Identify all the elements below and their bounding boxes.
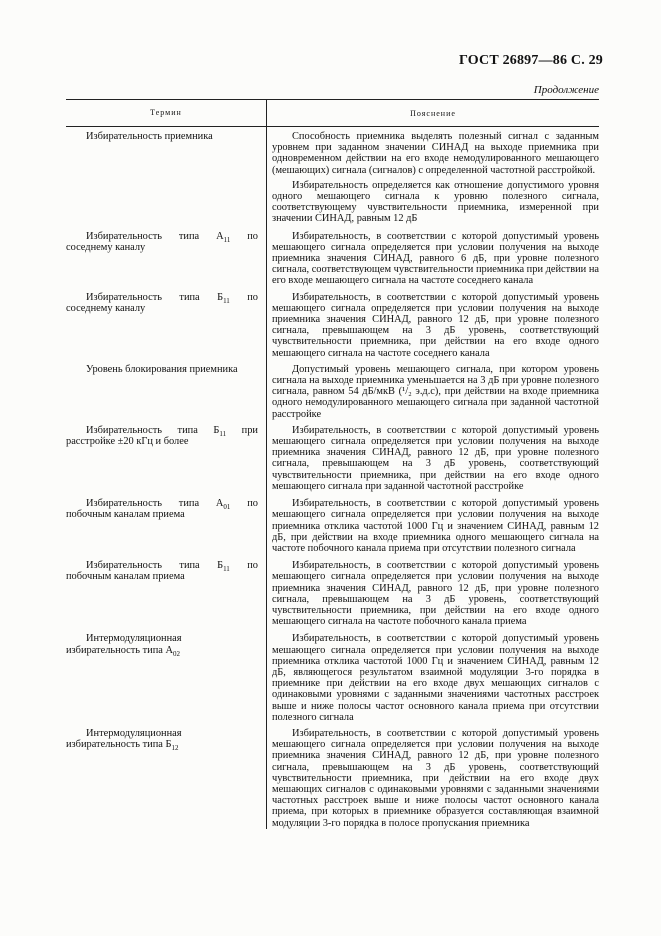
term-cell [66, 633, 266, 723]
column-header-term: Термин [66, 100, 267, 126]
term-name: Избирательность типа А [86, 230, 224, 242]
term-text [66, 498, 258, 520]
term-cell [66, 131, 266, 225]
explanation-paragraph: Допустимый уровень мешающего сигнала, при котором уровень сигнала на выходе приемника уменьшается на 3 дБ при уровне полезного сигнала, равном 54 дБ/мкВ (¹/₂ э.д.с), при действии на входе приемника одного немодулированного мешающего сигнала при заданной частотной расстройке [272, 363, 599, 420]
term-name: Уровень блокирования приемника [86, 363, 238, 375]
explanation-cell [266, 425, 599, 492]
explanation-paragraph: Избирательность, в соответствии с которой допустимый уровень мешающего сигнала определяется при условии получения на выходе приемника значения СИНАД, равного 12 дБ, при уровне полезного сигнала, превышающем на 3 дБ уровень, соответствующий чувствительности приемника, при действии на его входе одного мешающего сигнала на частоте соседнего канала [272, 291, 599, 359]
term-text [66, 131, 258, 142]
term-cell [66, 728, 266, 829]
table-row [66, 231, 599, 287]
term-cell [66, 231, 266, 287]
explanation-cell [266, 498, 599, 554]
term-subscript: 11 [219, 429, 227, 438]
explanation-cell [266, 633, 599, 723]
page-header-title: ГОСТ 26897—86 С. 29 [459, 53, 603, 68]
table-row [66, 728, 599, 829]
table-row [66, 131, 599, 225]
explanation-paragraph: Избирательность, в соответствии с которой допустимый уровень мешающего сигнала определяется при условии получения на выходе приемника значения СИНАД, равного 12 дБ, при уровне полезного сигнала, превышающем на 3 дБ уровень, соответствующий чувствительности приемника, при действии на его входе одного мешающего сигнала на частоте побочного канала приема [272, 560, 599, 628]
table-header [66, 100, 599, 126]
term-name-continued: по соседнему каналу [66, 291, 258, 314]
explanation-paragraph: Избирательность, в соответствии с которой допустимый уровень мешающего сигнала определяется при условии получения на выходе приемника значения СИНАД, равного 6 дБ, при уровне полезного сигнала, соответствующем чувствительности приемника при действии на его входе мешающего сигнала на частоте соседнего канала [272, 230, 600, 287]
table-row [66, 364, 599, 420]
explanation-cell [266, 292, 599, 359]
term-text [66, 231, 258, 253]
term-subscript: 11 [223, 565, 230, 574]
column-divider [266, 126, 267, 829]
term-name: Избирательность типа Б [86, 560, 224, 572]
table-row [66, 633, 599, 723]
table-row [66, 425, 599, 492]
term-text [66, 727, 258, 753]
table-row [66, 292, 599, 359]
explanation-paragraph: Избирательность, в соответствии с которой допустимый уровень мешающего сигнала определяется при условии получения на выходе приемника значения СИНАД, равного 12 дБ, при уровне полезного сигнала, превышающем на 3 дБ уровень, соответствующий чувствительности приемника, при действии на его входе двух мешающих сигналов с одинаковыми уровнями с заданными значениями частотных расстроек выше и ниже полосы частот основного канала приема, при которых в приемнике образуется составляющая взаимной модуляции 3-го порядка в полосе пропускания приемника [272, 727, 599, 829]
explanation-cell [266, 728, 599, 829]
continuation-label: Продолжение [533, 84, 599, 96]
table-row [66, 560, 599, 627]
term-name-continued: по побочным каналам приема [66, 560, 258, 583]
explanation-paragraph: Избирательность определяется как отношение допустимого уровня одного мешающего сигнала к уровню полезного сигнала, соответствующему чувствительности приемника, измеренной при значении СИНАД, равным 12 дБ [272, 179, 599, 225]
explanation-paragraph: Избирательность, в соответствии с которой допустимый уровень мешающего сигнала определяется при условии получения на выходе приемника значения СИНАД, равного 12 дБ, при уровне полезного сигнала, превышающем на 3 дБ уровень, соответствующий чувствительности приемника, при действии на его входе одного мешающего сигнала при заданной частотной расстройке [272, 424, 599, 492]
term-name: Интермодуляционная избирательность типа А [66, 633, 182, 656]
term-name-continued: при расстройке ±20 кГц и более [66, 424, 258, 448]
term-cell [66, 425, 266, 492]
term-name: Избирательность типа Б [86, 424, 220, 436]
term-name: Избирательность типа Б [86, 291, 224, 303]
table-body [66, 127, 599, 829]
explanation-cell [266, 231, 599, 287]
term-subscript: 02 [173, 649, 181, 658]
term-name-continued: по соседнему каналу [66, 230, 258, 253]
explanation-cell [266, 131, 599, 225]
term-text [66, 633, 258, 658]
explanation-paragraph: Избирательность, в соответствии с которой допустимый уровень мешающего сигнала определяется при условии получения на выходе приемника отклика частотой 1000 Гц и значением СИНАД, равным 12 дБ, являющегося результатом взаимной модуляции 3-го порядка в приемнике при действии на его входе двух мешающих сигналов с одинаковыми уровнями с заданными значениями частотных расстроек выше и ниже полосы частот основного канала приема при отсутствии полезного сигнала [272, 633, 599, 723]
term-cell [66, 498, 266, 554]
explanation-paragraph: Способность приемника выделять полезный сигнал с заданным уровнем при заданном значении СИНАД на выходе приемника при одновременном действии на его входе немодулированного мешающего (мешающих) сигнала (сигналов) с определенной частотной расстройкой. [272, 131, 599, 176]
term-name-continued: по побочным каналам приема [66, 498, 259, 521]
term-cell [66, 292, 266, 359]
term-subscript: 11 [223, 296, 230, 305]
term-subscript: 12 [171, 744, 179, 753]
term-subscript: 11 [223, 235, 231, 244]
term-text [66, 425, 258, 447]
explanation-cell [266, 560, 599, 627]
term-text [66, 364, 258, 375]
term-name: Избирательность приемника [86, 131, 213, 142]
term-name: Избирательность типа А [86, 498, 224, 510]
term-subscript: 01 [223, 503, 231, 512]
term-text [66, 560, 258, 582]
explanation-paragraph: Избирательность, в соответствии с которой допустимый уровень мешающего сигнала определяется при условии получения на выходе приемника отклика частотой 1000 Гц и значением СИНАД, равным 12 дБ, при действии на входе приемника одного мешающего сигнала на частоте побочного канала приема при отсутствии полезного сигнала [272, 498, 599, 554]
term-name: Интермодуляционная избирательность типа Б [66, 727, 182, 751]
column-header-explanation: Пояснение [410, 108, 456, 118]
term-cell [66, 560, 266, 627]
term-cell [66, 364, 266, 420]
table-row [66, 498, 599, 554]
term-text [66, 292, 258, 314]
explanation-cell [266, 364, 599, 420]
terms-table [66, 99, 599, 829]
